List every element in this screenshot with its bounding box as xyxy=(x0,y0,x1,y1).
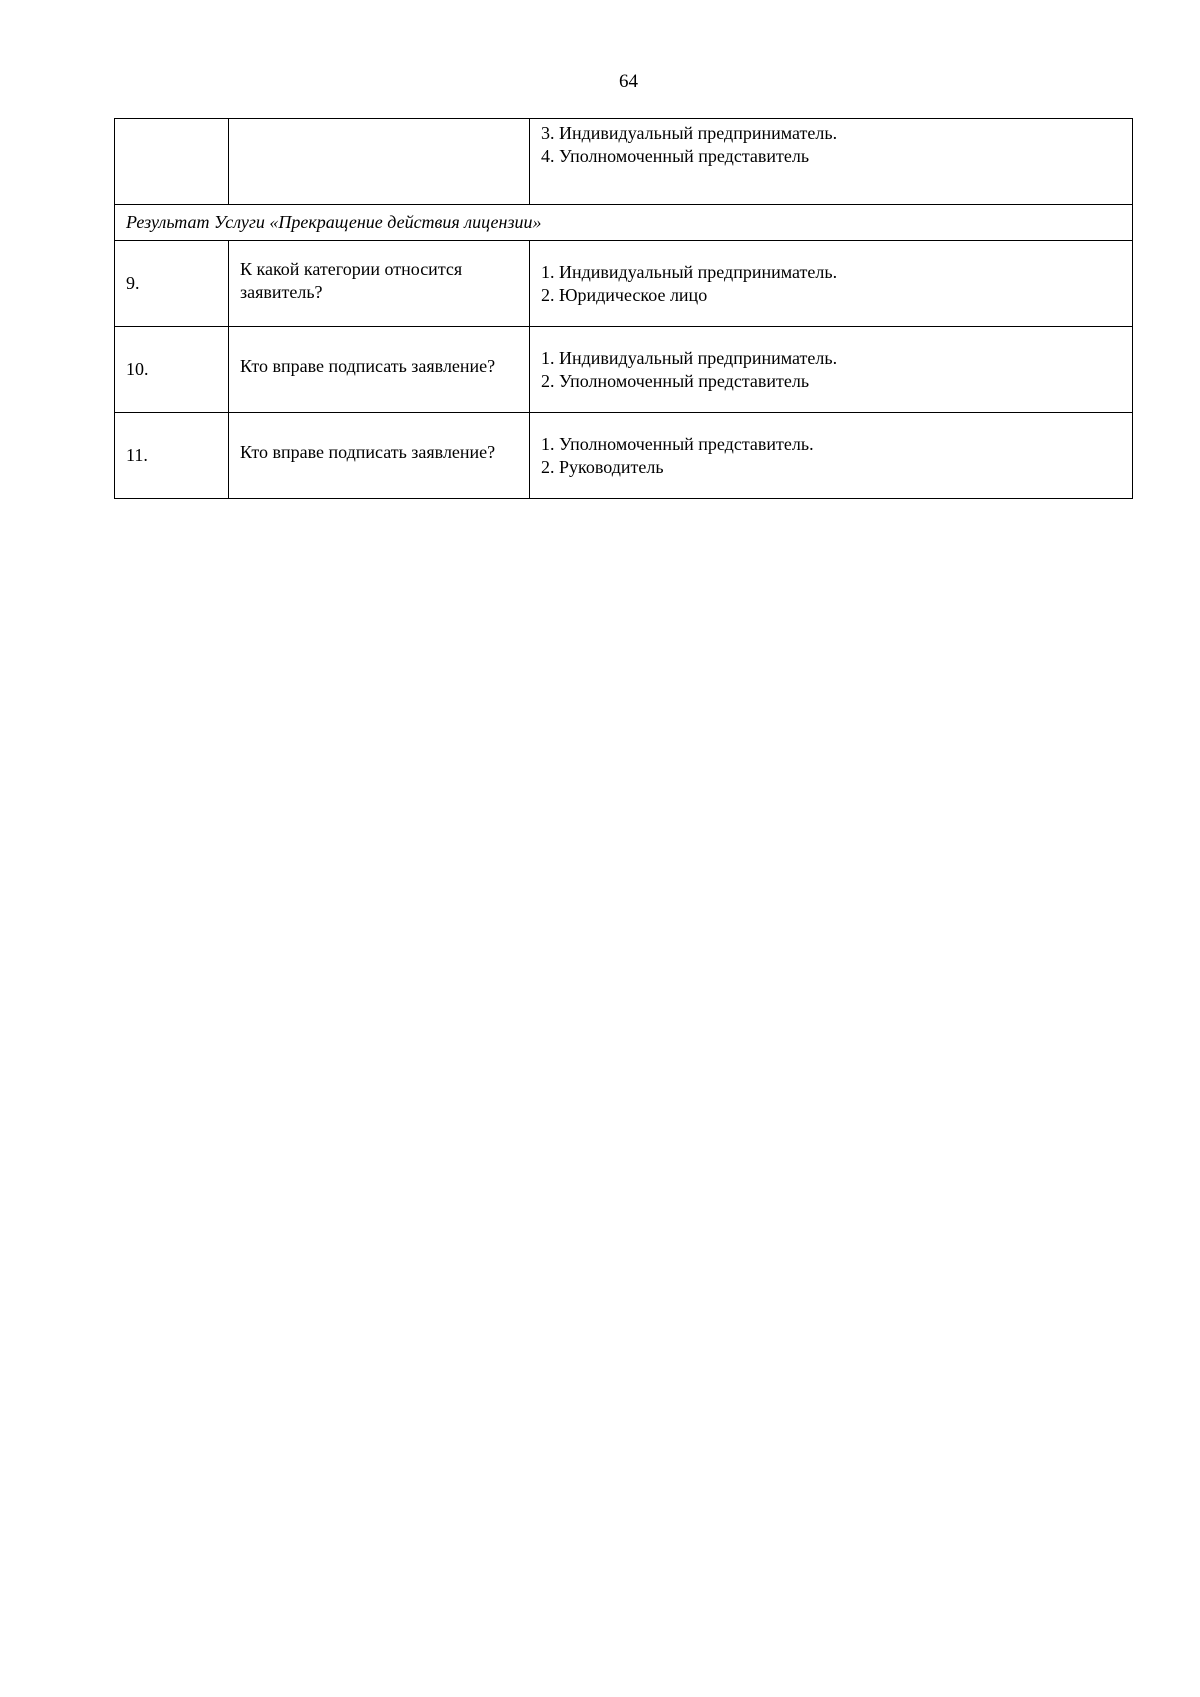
question-text: Кто вправе подписать заявление? xyxy=(240,442,496,462)
answers-cell xyxy=(530,413,1133,499)
row-number-cell xyxy=(115,119,229,205)
section-title: Результат Услуги «Прекращение действия лицензии» xyxy=(115,205,1133,241)
question-cell xyxy=(229,119,530,205)
question-cell xyxy=(229,241,530,327)
question-text: К какой категории относится заявитель? xyxy=(240,258,463,302)
answer-option: 2. Руководитель xyxy=(541,456,664,477)
row-number: 10. xyxy=(115,327,229,413)
answer-option: 2. Уполномоченный представитель xyxy=(541,370,810,391)
answer-option: 2. Юридическое лицо xyxy=(541,284,708,305)
answer-option: 1. Уполномоченный представитель. xyxy=(541,433,814,454)
answer-option: 4. Уполномоченный представитель xyxy=(541,146,810,166)
answer-option: 1. Индивидуальный предприниматель. xyxy=(541,347,838,368)
answers-cell xyxy=(530,327,1133,413)
table-row xyxy=(115,327,1133,413)
table-row xyxy=(115,413,1133,499)
answers-cell xyxy=(530,241,1133,327)
section-row xyxy=(115,205,1133,241)
question-text: Кто вправе подписать заявление? xyxy=(240,356,496,376)
table-row xyxy=(115,119,1133,205)
table-row xyxy=(115,241,1133,327)
row-number: 9. xyxy=(115,241,229,327)
answers-cell xyxy=(530,119,1133,205)
answer-option: 3. Индивидуальный предприниматель. xyxy=(541,123,838,143)
criteria-table xyxy=(114,118,1133,499)
page-number: 64 xyxy=(619,71,638,92)
question-cell xyxy=(229,413,530,499)
answer-option: 1. Индивидуальный предприниматель. xyxy=(541,261,838,282)
row-number: 11. xyxy=(115,413,229,499)
question-cell xyxy=(229,327,530,413)
